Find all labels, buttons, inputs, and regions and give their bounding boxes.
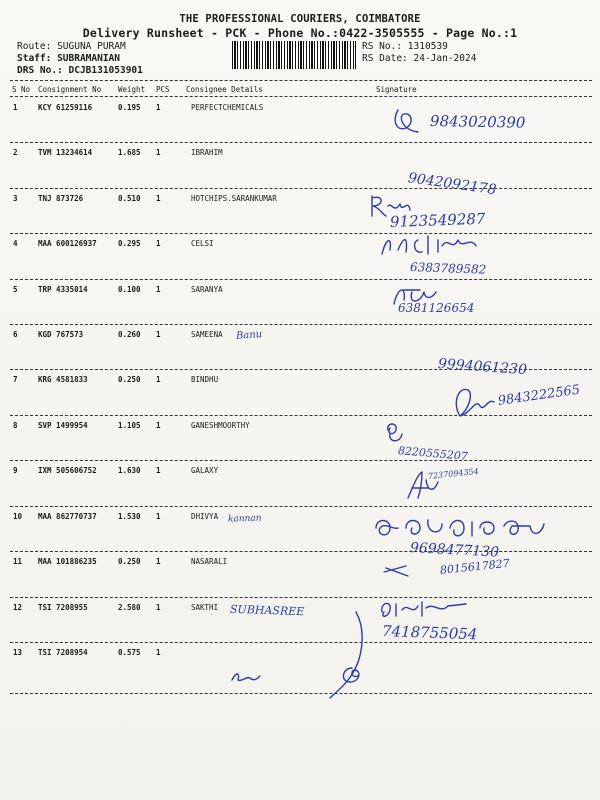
row-pcs: 1 (156, 375, 161, 384)
signature-phone: 8220555207 (397, 444, 469, 464)
row-pcs: 1 (156, 421, 161, 430)
col-header-consignee: Consignee Details (186, 85, 263, 94)
row-pcs: 1 (156, 557, 161, 566)
row-pcs: 1 (156, 194, 161, 203)
row-divider (10, 279, 592, 280)
row-divider (10, 188, 592, 189)
col-header-consignment: Consignment No (38, 85, 102, 94)
row-consignment: TNJ 873726 (38, 194, 84, 203)
row-sno: 3 (13, 194, 18, 203)
rs-no-value: 1310539 (407, 41, 448, 52)
signature-phone: 9042092178 (406, 170, 498, 199)
row-pcs: 1 (156, 103, 161, 112)
route-line (17, 41, 126, 52)
row-consignment: MAA 101886235 (38, 557, 97, 566)
row-weight: 1.530 (118, 512, 141, 521)
row-divider (10, 415, 592, 416)
row-consignee: NASARALI (191, 557, 228, 566)
row-consignee: BINDHU (191, 375, 219, 384)
signature-mark-11 (382, 562, 412, 580)
row-sno: 13 (13, 648, 23, 657)
runsheet-subtitle: Delivery Runsheet - PCK - Phone No.:0422-3505555 - Page No.:1 (82, 26, 518, 40)
row-sno: 5 (13, 285, 18, 294)
header-bottom-rule (10, 96, 592, 97)
row-divider (10, 642, 592, 643)
col-header-weight: Weight (118, 85, 146, 94)
row-divider (10, 233, 592, 234)
row-sno: 8 (13, 421, 18, 430)
receiver-scribble (326, 610, 376, 700)
row-consignee: SAMEENA (191, 330, 223, 339)
row-sno: 1 (13, 103, 18, 112)
row-consignment: KGD 767573 (38, 330, 84, 339)
signature-phone: 9843020390 (429, 112, 526, 132)
signature-phone: 6381126654 (398, 301, 475, 315)
row-weight: 0.100 (118, 285, 141, 294)
consignee-handwritten-note: kannan (227, 513, 262, 525)
rs-date-line (362, 53, 476, 64)
staff-label: Staff: (17, 53, 52, 64)
row-divider (10, 506, 592, 507)
row-weight: 0.250 (118, 375, 141, 384)
signature-phone: 6383789582 (409, 260, 487, 277)
row-consignment: KCY 61259116 (38, 103, 93, 112)
signature-phone: 9698477130 (409, 540, 500, 561)
row-weight: 1.630 (118, 466, 141, 475)
staff-value: SUBRAMANIAN (57, 53, 120, 64)
row-weight: 0.510 (118, 194, 141, 203)
company-title: THE PROFESSIONAL COURIERS, COIMBATORE (179, 13, 421, 25)
row-consignment: TSI 7208954 (38, 648, 88, 657)
row-divider (10, 597, 592, 598)
signature-phone: 9843222565 (496, 382, 581, 409)
rs-date-label: RS Date: (362, 53, 408, 64)
signature-mark-3 (370, 194, 430, 220)
row-pcs: 1 (156, 239, 161, 248)
row-weight: 0.260 (118, 330, 141, 339)
row-weight: 0.575 (118, 648, 141, 657)
signature-phone: 7418755054 (381, 622, 478, 644)
header-top-rule (10, 80, 592, 81)
row-consignee: GANESHMOORTHY (191, 421, 250, 430)
row-divider (10, 693, 592, 694)
route-value: SUGUNA PURAM (57, 41, 126, 52)
rs-date-value: 24-Jan-2024 (413, 53, 477, 64)
row-pcs: 1 (156, 330, 161, 339)
row-consignment: MAA 862770737 (38, 512, 97, 521)
row-pcs: 1 (156, 648, 161, 657)
rs-no-line (362, 41, 448, 52)
row-weight: 1.105 (118, 421, 141, 430)
signature-phone: 9123549287 (389, 209, 486, 231)
row-weight: 1.685 (118, 148, 141, 157)
row-divider (10, 142, 592, 143)
drs-value: DCJB131053901 (68, 65, 143, 76)
staff-line (17, 53, 120, 64)
signature-mark-8 (382, 420, 412, 446)
row-consignment: IXM 505606752 (38, 466, 97, 475)
row-weight: 0.195 (118, 103, 141, 112)
col-header-signature: Signature (376, 85, 417, 94)
row-consignee: SAKTHI (191, 603, 219, 612)
row-pcs: 1 (156, 466, 161, 475)
consignee-handwritten-note: Banu (235, 329, 263, 342)
row-sno: 12 (13, 603, 23, 612)
row-consignment: TSI 7208955 (38, 603, 88, 612)
signature-mark-9 (404, 470, 444, 502)
drs-label: DRS No.: (17, 65, 63, 76)
drs-line (17, 65, 143, 76)
signature-phone: 8015617827 (439, 556, 511, 577)
signature-mark-1 (392, 106, 422, 136)
row-consignment: TVM 13234614 (38, 148, 93, 157)
row-pcs: 1 (156, 148, 161, 157)
row-pcs: 1 (156, 285, 161, 294)
signature-mark-5 (390, 284, 440, 306)
row-divider (10, 324, 592, 325)
col-header-sno: S No (12, 85, 31, 94)
row-consignee: DHIVYA (191, 512, 219, 521)
consignee-handwritten-note: SUBHASREE (229, 602, 305, 619)
row-consignee: IBRAHIM (191, 148, 223, 157)
signature-phone: 9994061230 (437, 356, 528, 379)
signature-mark-7 (450, 384, 500, 420)
row-sno: 11 (13, 557, 23, 566)
row-sno: 6 (13, 330, 18, 339)
row-weight: 2.580 (118, 603, 141, 612)
row-divider (10, 369, 592, 370)
signature-mark-10 (372, 514, 552, 544)
row-pcs: 1 (156, 603, 161, 612)
row-consignment: MAA 600126937 (38, 239, 97, 248)
row-divider (10, 460, 592, 461)
row-consignee: CELSI (191, 239, 214, 248)
receiver-mark (338, 664, 366, 686)
row-13-scribble (228, 668, 262, 686)
row-consignment: TRP 4335014 (38, 285, 88, 294)
row-consignee: SARANYA (191, 285, 223, 294)
route-label: Route: (17, 41, 52, 52)
row-consignee: HOTCHIPS.SARANKUMAR (191, 194, 277, 203)
row-consignee: GALAXY (191, 466, 219, 475)
signature-mark-4 (378, 232, 488, 258)
row-consignment: KRG 4581833 (38, 375, 88, 384)
row-sno: 4 (13, 239, 18, 248)
rs-no-label: RS No.: (362, 41, 403, 52)
row-weight: 0.250 (118, 557, 141, 566)
row-pcs: 1 (156, 512, 161, 521)
row-sno: 10 (13, 512, 23, 521)
row-sno: 2 (13, 148, 18, 157)
row-sno: 7 (13, 375, 18, 384)
signature-mark-12 (378, 598, 468, 620)
barcode (232, 41, 356, 69)
signature-phone: 7237094354 (427, 466, 480, 481)
row-consignee: PERFECTCHEMICALS (191, 103, 264, 112)
row-consignment: SVP 1499954 (38, 421, 88, 430)
row-weight: 0.295 (118, 239, 141, 248)
col-header-pcs: PCS (156, 85, 170, 94)
row-divider (10, 551, 592, 552)
row-sno: 9 (13, 466, 18, 475)
